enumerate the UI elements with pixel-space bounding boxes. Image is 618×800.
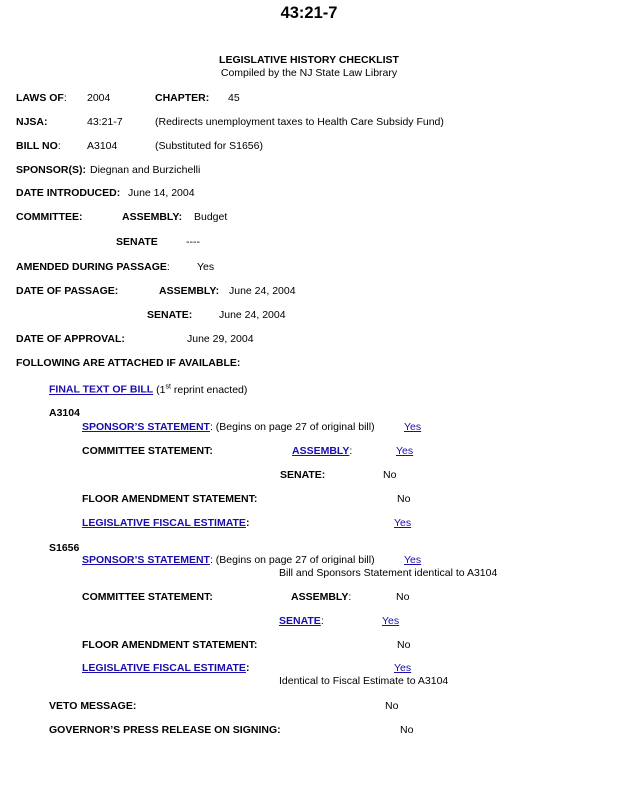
sponsors-label: SPONSOR(S):: [16, 164, 87, 176]
committee-senate-label: SENATE: [116, 236, 158, 248]
amended-label: AMENDED DURING PASSAGE: [16, 261, 167, 273]
s1656-assembly-colon: :: [348, 591, 352, 603]
a3104-heading: A3104: [49, 407, 80, 419]
s1656-sponsor-note: : (Begins on page 27 of original bill): [209, 554, 375, 566]
s1656-senate-link[interactable]: SENATE: [279, 615, 321, 627]
a3104-assembly-link[interactable]: ASSEMBLY: [292, 445, 350, 457]
committee-label: COMMITTEE:: [16, 211, 83, 223]
njsa-value: 43:21-7: [87, 116, 123, 128]
s1656-fiscal-row: [82, 662, 249, 674]
passage-assembly-label: ASSEMBLY:: [159, 285, 220, 297]
a3104-sponsor-statement-link[interactable]: SPONSOR’S STATEMENT: [82, 421, 210, 433]
a3104-floor-label: FLOOR AMENDMENT STATEMENT:: [82, 493, 258, 505]
bill-no-row: [16, 140, 61, 152]
s1656-heading: S1656: [49, 542, 80, 554]
amended-value: Yes: [197, 261, 215, 273]
final-text-note: (1st reprint enacted): [156, 383, 248, 396]
s1656-fiscal-identical: Identical to Fiscal Estimate to A3104: [279, 675, 449, 687]
laws-of-colon: :: [63, 92, 67, 104]
chapter-label: CHAPTER:: [155, 92, 210, 104]
press-release-label: GOVERNOR’S PRESS RELEASE ON SIGNING:: [49, 724, 281, 736]
a3104-committee-label: COMMITTEE STATEMENT:: [82, 445, 213, 457]
passage-senate-value: June 24, 2004: [219, 309, 286, 321]
date-passage-label: DATE OF PASSAGE:: [16, 285, 119, 297]
amended-colon: :: [166, 261, 170, 273]
date-approval-label: DATE OF APPROVAL:: [16, 333, 125, 345]
press-release-value: No: [400, 724, 414, 736]
a3104-fiscal-link[interactable]: LEGISLATIVE FISCAL ESTIMATE: [82, 517, 246, 529]
a3104-senate-label: SENATE:: [280, 469, 326, 481]
a3104-sponsor-row: [82, 421, 375, 433]
following-label: FOLLOWING ARE ATTACHED IF AVAILABLE:: [16, 357, 241, 369]
s1656-fiscal-link[interactable]: LEGISLATIVE FISCAL ESTIMATE: [82, 662, 246, 674]
s1656-floor-label: FLOOR AMENDMENT STATEMENT:: [82, 639, 258, 651]
s1656-senate-yes-link[interactable]: Yes: [382, 615, 400, 627]
njsa-label: NJSA:: [16, 116, 48, 128]
laws-of-value: 2004: [87, 92, 111, 104]
a3104-sponsor-note: : (Begins on page 27 of original bill): [209, 421, 375, 433]
committee-assembly-value: Budget: [194, 211, 228, 223]
bill-no-label: BILL NO: [16, 140, 58, 152]
s1656-sponsor-row: [82, 554, 375, 566]
s1656-assembly-label: ASSEMBLY: [291, 591, 349, 603]
passage-senate-label: SENATE:: [147, 309, 193, 321]
veto-label: VETO MESSAGE:: [49, 700, 137, 712]
final-text-row: [49, 383, 247, 396]
compiled-by: Compiled by the NJ State Law Library: [220, 67, 398, 79]
date-introduced-label: DATE INTRODUCED:: [16, 187, 121, 199]
s1656-sponsor-statement-link[interactable]: SPONSOR’S STATEMENT: [82, 554, 210, 566]
page-title: 43:21-7: [280, 4, 338, 22]
a3104-fiscal-yes-link[interactable]: Yes: [394, 517, 412, 529]
committee-senate-value: ----: [186, 236, 200, 248]
bill-no-value: A3104: [87, 140, 118, 152]
sponsors-value: Diegnan and Burzichelli: [90, 164, 201, 176]
passage-assembly-value: June 24, 2004: [229, 285, 296, 297]
a3104-fiscal-colon: :: [245, 517, 250, 529]
laws-of-label: LAWS OF: [16, 92, 64, 104]
a3104-floor-value: No: [397, 493, 411, 505]
a3104-senate-value: No: [383, 469, 397, 481]
checklist-subtitle: LEGISLATIVE HISTORY CHECKLIST: [219, 54, 399, 66]
laws-of-row: [16, 92, 67, 104]
s1656-assembly-value: No: [396, 591, 410, 603]
s1656-fiscal-yes-link[interactable]: Yes: [394, 662, 412, 674]
s1656-senate-row: [279, 615, 324, 627]
date-approval-value: June 29, 2004: [187, 333, 254, 345]
amended-row: [16, 261, 170, 273]
final-text-link[interactable]: FINAL TEXT OF BILL: [49, 383, 154, 396]
a3104-assembly-yes-link[interactable]: Yes: [396, 445, 414, 457]
committee-assembly-label: ASSEMBLY:: [122, 211, 183, 223]
s1656-senate-colon: :: [320, 615, 324, 627]
s1656-sponsor-yes-link[interactable]: Yes: [404, 554, 422, 566]
s1656-floor-value: No: [397, 639, 411, 651]
chapter-value: 45: [228, 92, 240, 104]
date-introduced-value: June 14, 2004: [128, 187, 195, 199]
s1656-sponsor-identical: Bill and Sponsors Statement identical to A3104: [279, 567, 498, 579]
s1656-fiscal-colon: :: [245, 662, 250, 674]
s1656-assembly-row: [291, 591, 351, 603]
a3104-sponsor-yes-link[interactable]: Yes: [404, 421, 422, 433]
a3104-assembly-colon: :: [349, 445, 353, 457]
veto-value: No: [385, 700, 399, 712]
a3104-fiscal-row: [82, 517, 249, 529]
s1656-committee-label: COMMITTEE STATEMENT:: [82, 591, 213, 603]
njsa-note: (Redirects unemployment taxes to Health Care Subsidy Fund): [155, 116, 444, 128]
bill-no-colon: :: [57, 140, 61, 152]
a3104-assembly-row: [292, 445, 352, 457]
bill-no-note: (Substituted for S1656): [155, 140, 263, 152]
